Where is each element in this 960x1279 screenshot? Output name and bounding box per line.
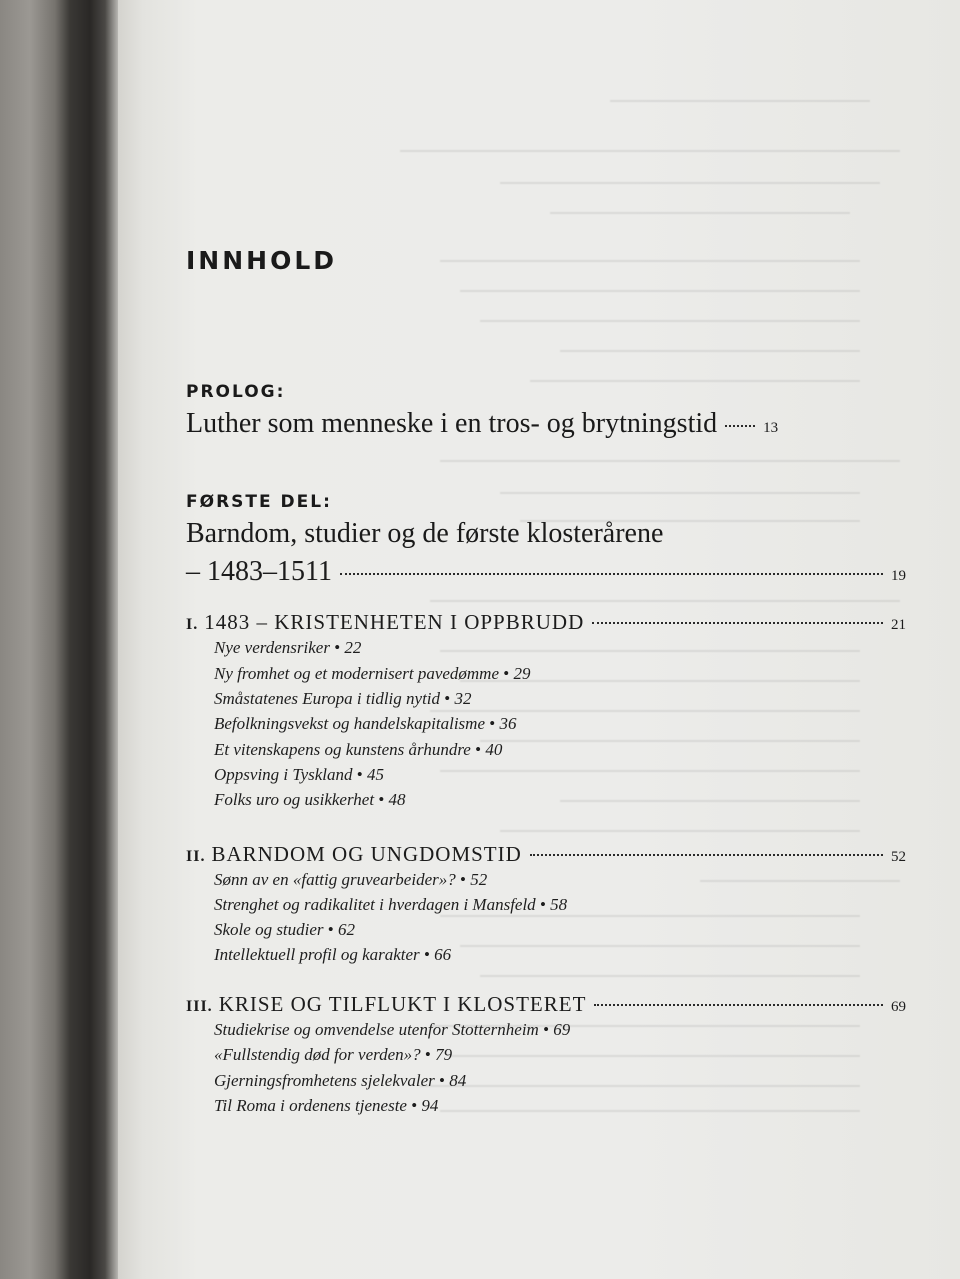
dot-leader [725, 425, 755, 427]
prolog-label: PROLOG: [186, 382, 286, 402]
chapter-page: 21 [891, 617, 906, 633]
dot-leader [594, 1004, 883, 1006]
chapter-1-entry[interactable] [186, 610, 906, 635]
dot-leader [530, 854, 883, 856]
section-entry[interactable]: Folks uro og usikkerhet • 48 [214, 790, 406, 809]
part1-entry[interactable] [186, 556, 906, 588]
chapter-title: BARNDOM OG UNGDOMSTID [211, 842, 522, 866]
section-entry[interactable]: Befolkningsvekst og handelskapitalisme • 36 [214, 714, 517, 733]
section-entry[interactable]: Nye verdensriker • 22 [214, 638, 362, 657]
book-page [118, 0, 960, 1279]
section-entry[interactable]: Strenghet og radikalitet i hverdagen i Mansfeld • 58 [214, 895, 568, 914]
chapter-number: I. [186, 616, 199, 633]
part1-label: FØRSTE DEL: [186, 492, 332, 512]
part1-page: 19 [891, 568, 906, 584]
section-entry[interactable]: Studiekrise og omvendelse utenfor Stotternheim • 69 [214, 1020, 571, 1039]
section-entry[interactable]: Et vitenskapens og kunstens århundre • 40 [214, 740, 503, 759]
section-entry[interactable]: Sønn av en «fattig gruvearbeider»? • 52 [214, 870, 488, 889]
prolog-entry[interactable] [186, 408, 906, 440]
chapter-title: KRISE OG TILFLUKT I KLOSTERET [218, 992, 587, 1016]
dot-leader [592, 622, 883, 624]
section-entry[interactable]: Gjerningsfromhetens sjelekvaler • 84 [214, 1071, 467, 1090]
chapter-number: III. [186, 998, 213, 1015]
chapter-number: II. [186, 848, 206, 865]
section-entry[interactable]: Til Roma i ordenens tjeneste • 94 [214, 1096, 439, 1115]
prolog-page: 13 [763, 420, 779, 436]
section-entry[interactable]: Intellektuell profil og karakter • 66 [214, 945, 452, 964]
chapter-title: 1483 – KRISTENHETEN I OPPBRUDD [204, 610, 585, 634]
section-entry[interactable]: «Fullstendig død for verden»? • 79 [214, 1045, 453, 1064]
chapter-page: 69 [891, 999, 906, 1015]
part1-title: Barndom, studier og de første klosterårene [186, 518, 664, 549]
dot-leader [340, 573, 883, 575]
prolog-title: Luther som menneske i en tros- og brytningstid [186, 408, 718, 439]
chapter-3-entry[interactable] [186, 992, 906, 1017]
section-entry[interactable]: Oppsving i Tyskland • 45 [214, 765, 384, 784]
chapter-2-entry[interactable] [186, 842, 906, 867]
chapter-page: 52 [891, 849, 906, 865]
section-entry[interactable]: Småstatenes Europa i tidlig nytid • 32 [214, 689, 472, 708]
part1-years: – 1483–1511 [186, 556, 332, 587]
toc-heading: INNHOLD [186, 246, 338, 275]
section-entry[interactable]: Ny fromhet og et modernisert pavedømme • 29 [214, 664, 531, 683]
section-entry[interactable]: Skole og studier • 62 [214, 920, 355, 939]
